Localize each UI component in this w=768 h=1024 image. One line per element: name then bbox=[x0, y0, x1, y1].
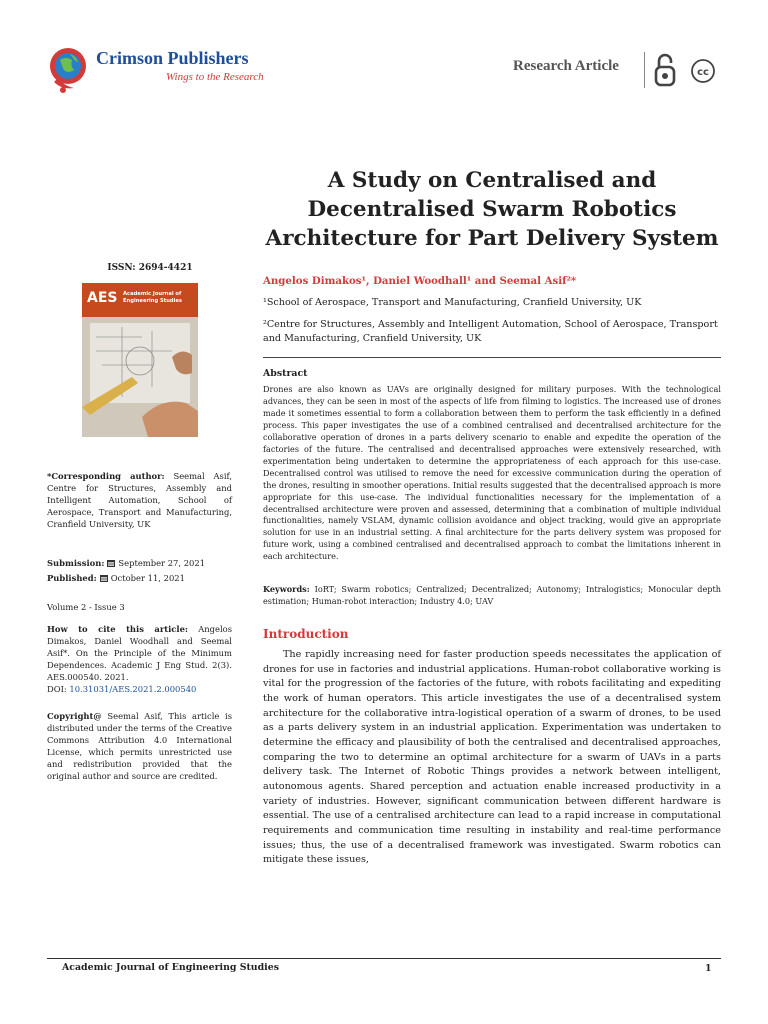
published-row bbox=[47, 572, 232, 584]
corresponding-text: Seemal Asif, Centre for Structures, Assembly and Intelligent Automation, School of Aerospace, Transport and Manufacturing, Cranfield University, UK bbox=[47, 471, 233, 530]
calendar-icon bbox=[100, 574, 108, 582]
submission-row bbox=[47, 557, 232, 569]
issn: ISSN: 2694-4421 bbox=[107, 263, 193, 273]
submission-date: September 27, 2021 bbox=[118, 558, 206, 568]
open-access-icon bbox=[650, 52, 680, 88]
calendar-icon bbox=[107, 559, 115, 567]
keywords-label: Keywords: bbox=[263, 584, 310, 594]
publisher-logo bbox=[48, 44, 378, 98]
creative-commons-icon bbox=[690, 58, 716, 84]
published-date: October 11, 2021 bbox=[110, 572, 185, 583]
section-divider bbox=[263, 357, 721, 358]
keywords bbox=[263, 584, 721, 608]
brand-tagline: Wings to the Research bbox=[166, 71, 264, 83]
copyright-label: Copyright@ bbox=[47, 711, 102, 721]
brand-name: Crimson Publishers bbox=[96, 48, 249, 68]
submission-label: Submission: bbox=[47, 558, 105, 568]
doi-label: DOI: bbox=[47, 684, 67, 695]
affiliation-2: ²Centre for Structures, Assembly and Intelligent Automation, School of Aerospace, Transport and Manufacturing, Cranfield University, UK bbox=[263, 319, 718, 344]
article-type: Research Article bbox=[513, 58, 619, 74]
svg-text:cc: cc bbox=[697, 67, 709, 78]
footer-divider bbox=[47, 958, 721, 959]
affiliation-1: ¹School of Aerospace, Transport and Manufacturing, Cranfield University, UK bbox=[263, 297, 642, 308]
volume-issue: Volume 2 - Issue 3 bbox=[47, 602, 125, 612]
copyright bbox=[47, 710, 232, 783]
citation bbox=[47, 623, 232, 696]
abstract-heading: Abstract bbox=[263, 368, 308, 379]
cover-journal-name: Academic Journal of Engineering Studies bbox=[123, 291, 183, 304]
footer-journal: Academic Journal of Engineering Studies bbox=[62, 962, 279, 973]
corresponding-author bbox=[47, 470, 232, 530]
doi-link[interactable]: 10.31031/AES.2021.2.000540 bbox=[69, 684, 197, 695]
authors: Angelos Dimakos¹, Daniel Woodhall¹ and Seemal Asif²* bbox=[263, 275, 577, 287]
published-label: Published: bbox=[47, 572, 97, 583]
globe-logo-icon bbox=[48, 44, 90, 94]
corresponding-label: *Corresponding author: bbox=[47, 471, 165, 481]
abstract-text: Drones are also known as UAVs are originally designed for military purposes. With the technological advances, they can be seen in most of the aspects of life from filming to logistics. The increased use of drones made it sometimes essential to form a collaboration between them to perform the task efficiently in a defined process. This paper investigates the use of a combined centralised and decentralised architecture for the collaborative operation of drones in a parts delivery scenario to enable and expedite the operation of the factories of the future. The centralised and decentralised approaches were extensively researched, with experimentation being undertaken to determine the appropriateness of each approach for this use-case. Decentralised control was utilised to remove the need for excessive communication during the operation of the drones, resulting in smoother operations. Initial results suggested that the decentralised approach is more appropriate for this use-case. The individual functionalities necessary for the implementation of a decentralised architecture were proven and assessed, determining that a combination of multiple individual functionalities, namely VSLAM, dynamic collision avoidance and object tracking, would give an appropriate solution for use in an industrial setting. A final architecture for the parts delivery system was proposed for future work, using a combined centralised and decentralised approach to combat the limitations inherent in each architecture. bbox=[263, 384, 721, 562]
cover-abbr: AES bbox=[87, 290, 118, 306]
journal-cover bbox=[82, 283, 198, 437]
keywords-text: IoRT; Swarm robotics; Centralized; Decentralized; Autonomy; Intralogistics; Monocular depth estimation; Human-robot interaction; Industry 4.0; UAV bbox=[263, 584, 721, 606]
header-divider bbox=[644, 52, 645, 88]
cite-label: How to cite this article: bbox=[47, 624, 188, 634]
cover-image bbox=[82, 317, 198, 437]
copyright-text: Seemal Asif, This article is distributed under the terms of the Creative Commons Attribution 4.0 International License, which permits unrestricted use and redistribution provided that the original author and source are credited. bbox=[47, 711, 232, 782]
introduction-heading: Introduction bbox=[263, 627, 349, 641]
page-number: 1 bbox=[705, 963, 712, 974]
article-title: A Study on Centralised and Decentralised Swarm Robotics Architecture for Part Delivery System bbox=[265, 168, 719, 251]
cite-text: Angelos Dimakos, Daniel Woodhall and Seemal Asif*. On the Principle of the Minimum Dependences. Academic J Eng Stud. 2(3). AES.000540. 2021. bbox=[47, 624, 233, 683]
introduction-text: The rapidly increasing need for faster production speeds necessitates the application of drones for use in factories and industrial applications. Human-robot collaborative working is vital for the progression of the factories of the future, with robots facilitating and expediting the work of human operators. This article investigates the use of a decentralised system architecture for the collaborative intra-logistical operation of a swarm of drones, to be used as a parts delivery system in an industrial application. Experimentation was undertaken to determine the efficacy and plausibility of both the centralised and decentralised approaches, comparing the two to determine an optimal architecture for a swarm of UAVs in a parts delivery task. The Internet of Robotic Things provides a network between intelligent, autonomous agents. Shared perception and actuation enable increased productivity in a variety of industries. However, significant communication between different hardware is essential. The use of a centralised architecture can lead to a rapid increase in computational requirements and communication time resulting in instability and real-time performance issues; thus, the use of a decentralised framework was investigated. Swarm robotics can mitigate these issues, bbox=[263, 649, 721, 866]
dates-block bbox=[47, 557, 232, 586]
